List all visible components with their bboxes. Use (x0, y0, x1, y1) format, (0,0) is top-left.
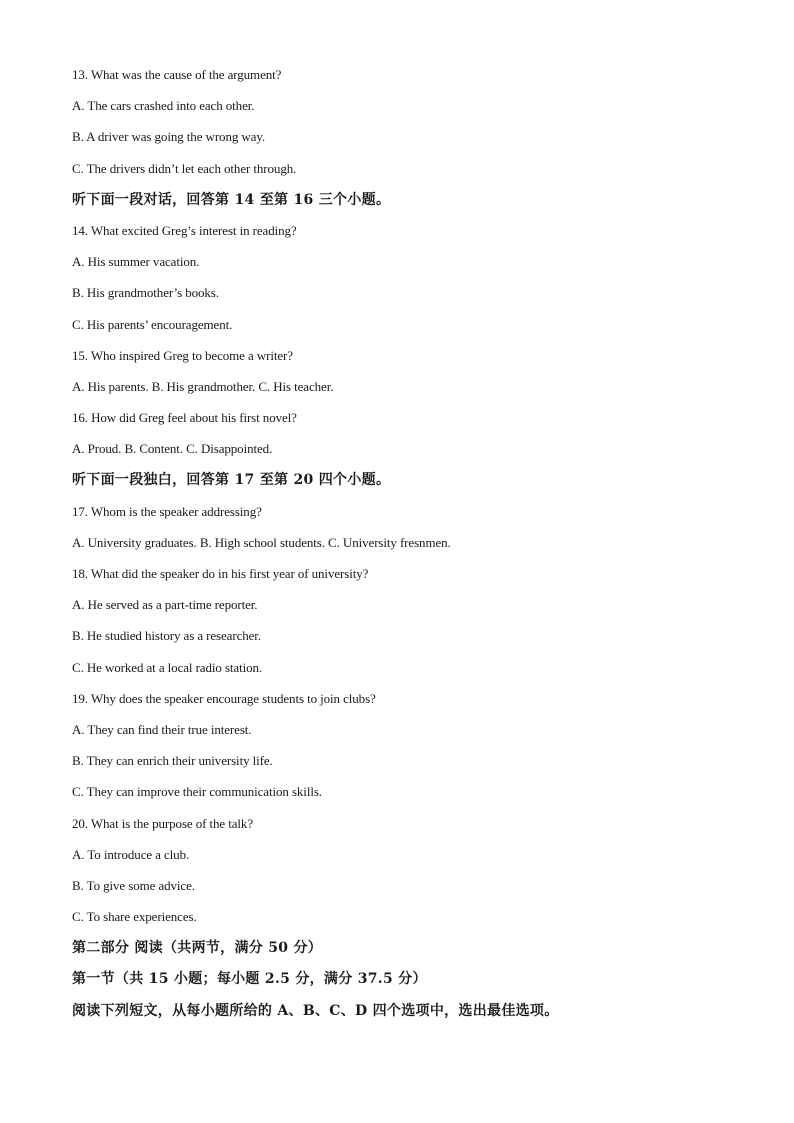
option-20-a: A. To introduce a club. (72, 846, 190, 862)
option-20-b: B. To give some advice. (72, 877, 195, 893)
question-16: 16. How did Greg feel about his first novel? (72, 410, 297, 426)
option-14-c: C. His parents’ encouragement. (72, 316, 233, 332)
section-instruction-17-20: 听下面一段独白，回答第 17 至第 20 四个小题。 (72, 472, 391, 489)
question-15: 15. Who inspired Greg to become a writer? (72, 347, 293, 363)
part-two-title: 第二部分 阅读（共两节，满分 50 分） (72, 940, 323, 957)
exam-page (72, 64, 732, 1031)
section-instruction-14-16: 听下面一段对话，回答第 14 至第 16 三个小题。 (72, 191, 391, 208)
section-one-title: 第一节（共 15 小题；每小题 2.5 分，满分 37.5 分） (72, 971, 427, 988)
option-14-b: B. His grandmother’s books. (72, 285, 219, 301)
question-18: 18. What did the speaker do in his first year of university? (72, 566, 369, 581)
question-20: 20. What is the purpose of the talk? (72, 815, 254, 831)
question-17: 17. Whom is the speaker addressing? (72, 503, 262, 519)
option-19-c: C. They can improve their communication skills. (72, 784, 322, 800)
option-18-b: B. He studied history as a researcher. (72, 628, 261, 644)
option-20-c: C. To share experiences. (72, 909, 197, 925)
question-14: 14. What excited Greg’s interest in reading? (72, 222, 297, 238)
options-17: A. University graduates. B. High school students. C. University fresnmen. (72, 534, 451, 550)
question-13: 13. What was the cause of the argument? (72, 67, 282, 82)
option-18-a: A. He served as a part-time reporter. (72, 597, 258, 613)
option-13-c: C. The drivers didn’t let each other through. (72, 160, 297, 176)
option-13-a: A. The cars crashed into each other. (72, 98, 255, 114)
reading-instruction: 阅读下列短文，从每小题所给的 A、B、C、D 四个选项中，选出最佳选项。 (72, 1002, 559, 1019)
option-18-c: C. He worked at a local radio station. (72, 659, 263, 675)
option-14-a: A. His summer vacation. (72, 254, 200, 270)
options-16: A. Proud. B. Content. C. Disappointed. (72, 441, 273, 457)
options-15: A. His parents. B. His grandmother. C. His teacher. (72, 378, 334, 394)
option-19-b: B. They can enrich their university life. (72, 753, 273, 769)
option-19-a: A. They can find their true interest. (72, 721, 252, 737)
question-19: 19. Why does the speaker encourage students to join clubs? (72, 690, 376, 706)
option-13-b: B. A driver was going the wrong way. (72, 129, 266, 145)
